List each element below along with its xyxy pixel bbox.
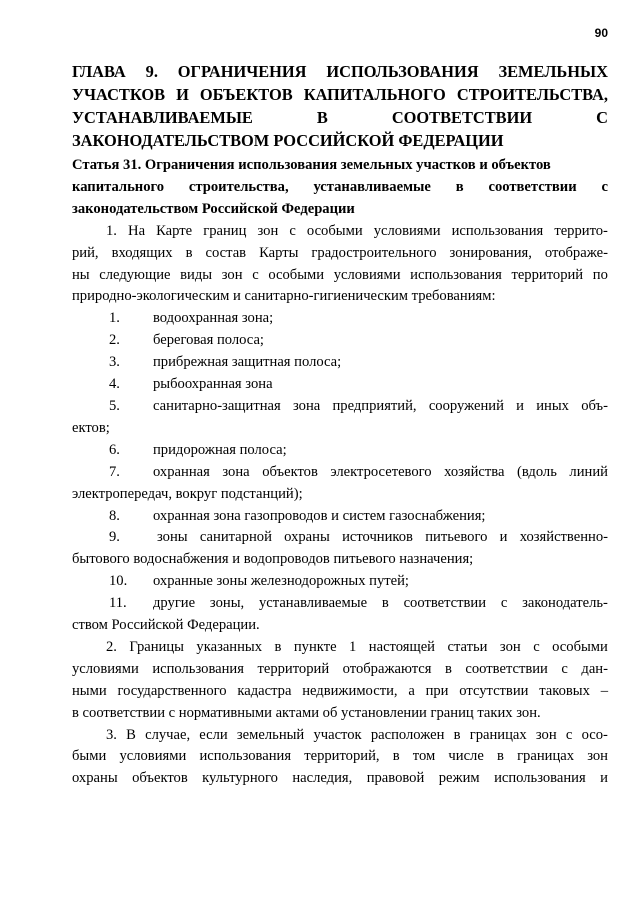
list-item-continuation: ектов;: [72, 419, 110, 436]
word: дан-: [581, 660, 608, 677]
paragraph-line: в соответствии с нормативными актами об установлении границ таких зон.: [72, 704, 541, 721]
list-item: [72, 396, 608, 418]
word: кадастра: [237, 682, 292, 699]
list-item: [72, 462, 608, 484]
word: УСТАНАВЛИВАЕМЫЕ: [72, 108, 253, 127]
word: земельный: [236, 726, 305, 743]
word: санитарной: [199, 529, 272, 546]
word: недвижимости,: [302, 682, 398, 699]
word: ОГРАНИЧЕНИЯ: [177, 62, 307, 81]
list-item-number: 1.: [109, 310, 120, 327]
word: отображаются: [342, 660, 432, 677]
word: соответствии: [465, 660, 548, 677]
paragraph-line: [72, 659, 608, 681]
list-item: [72, 527, 608, 549]
word: отображе-: [544, 244, 608, 261]
word: с: [561, 660, 568, 677]
word: ными: [72, 682, 107, 699]
word: особыми: [306, 222, 363, 239]
word: 1.: [106, 222, 117, 239]
word: виды: [180, 266, 213, 283]
word: На: [128, 222, 146, 239]
word: указанных: [196, 638, 263, 655]
word: государственного: [117, 682, 227, 699]
word: территорий: [257, 660, 330, 677]
word: УЧАСТКОВ: [72, 85, 166, 104]
list-item-text: охранная зона газопроводов и систем газоснабжения;: [153, 507, 486, 524]
word: устанавливаемые: [313, 178, 431, 195]
list-item-continuation: бытового водоснабжения и водопроводов питьевого назначения;: [72, 551, 474, 568]
word: и: [499, 529, 508, 546]
paragraph-line: [72, 221, 608, 243]
word: условиями: [119, 748, 187, 765]
word: настоящей: [368, 638, 435, 655]
list-item-text: [153, 462, 608, 484]
word: правовой: [366, 770, 425, 787]
word: зонирования,: [449, 244, 532, 261]
word: использования: [494, 770, 586, 787]
word: зон: [499, 638, 521, 655]
word: В: [316, 108, 328, 127]
word: в: [496, 748, 504, 765]
word: устанавливаемые: [258, 595, 368, 612]
word: Границы: [129, 638, 184, 655]
word: 3.: [106, 726, 117, 743]
chapter-heading-line: [72, 60, 608, 83]
list-item-number: 2.: [109, 332, 120, 349]
word: объектов: [132, 770, 188, 787]
article-heading-line: законодательством Российской Федерации: [72, 200, 355, 217]
word: зона: [222, 463, 250, 480]
word: террито-: [554, 222, 608, 239]
word: зон: [257, 222, 279, 239]
word: соответствии: [403, 595, 487, 612]
word: границах: [469, 726, 527, 743]
word: участок: [313, 726, 362, 743]
list-item: [72, 352, 608, 374]
list-item-text: охранные зоны железнодорожных путей;: [153, 573, 409, 590]
word: соответствии: [488, 178, 577, 195]
word: КАПИТАЛЬНОГО: [303, 85, 446, 104]
page-number: 90: [594, 26, 608, 40]
list-item-number: 8.: [109, 507, 120, 524]
word: градостроительного: [311, 244, 437, 261]
word: Карте: [156, 222, 193, 239]
list-item-text: придорожная полоса;: [153, 441, 287, 458]
word: наследия,: [292, 770, 353, 787]
word: статьи: [447, 638, 488, 655]
word: зон: [535, 726, 557, 743]
word: СТРОИТЕЛЬСТВА,: [456, 85, 608, 104]
list-item: [72, 308, 608, 330]
word: зон: [587, 748, 608, 765]
word: культурного: [202, 770, 278, 787]
word: питьевого: [425, 529, 488, 546]
word: особыми: [268, 266, 325, 283]
word: хозяйства: [444, 463, 505, 480]
word: рий,: [72, 244, 99, 261]
word: И: [176, 85, 189, 104]
word: с: [289, 222, 296, 239]
zone-list: [72, 308, 608, 637]
word: 1: [349, 638, 357, 655]
paragraph-line: природно-экологическим и санитарно-гигиеническим требованиям:: [72, 288, 496, 305]
chapter-heading-line: [72, 83, 608, 106]
word: 2.: [106, 638, 117, 655]
word: границ: [203, 222, 247, 239]
word: в: [455, 178, 464, 195]
article-body: [72, 155, 608, 790]
paragraph-line: [72, 637, 608, 659]
word: использования: [451, 222, 544, 239]
word: и: [600, 770, 608, 787]
word: зон: [221, 266, 243, 283]
word: следующие: [99, 266, 171, 283]
paragraph-line: [72, 725, 608, 747]
paragraph-line: [72, 746, 608, 768]
article-heading-line: Статья 31. Ограничения использования земельных участков и объектов: [72, 157, 551, 173]
list-item-number: 10.: [109, 573, 128, 590]
word: С: [596, 108, 608, 127]
list-item: [72, 571, 608, 593]
word: отсутствии: [459, 682, 529, 699]
chapter-heading-line: [72, 129, 608, 152]
word: осо-: [581, 726, 608, 743]
word: с: [533, 638, 540, 655]
word: при: [425, 682, 449, 699]
word: объектов: [262, 463, 318, 480]
paragraph-line: [72, 681, 608, 703]
chapter-heading: [72, 60, 608, 152]
word: охраны: [72, 770, 118, 787]
list-item-number: 9.: [109, 529, 120, 546]
word: состав: [205, 244, 247, 261]
word: капитального: [72, 178, 165, 195]
word: расположен: [370, 726, 445, 743]
list-item: [72, 506, 608, 528]
word: в: [381, 595, 389, 612]
word: числе: [448, 748, 484, 765]
list-item-text: рыбоохранная зона: [153, 376, 273, 393]
word: строительства,: [188, 178, 289, 195]
word: с: [252, 266, 259, 283]
word: условиями: [72, 660, 139, 677]
word: использования: [152, 660, 244, 677]
word: 9.: [145, 62, 158, 81]
word: охраны: [284, 529, 330, 546]
word: в: [392, 748, 400, 765]
list-item-number: 11.: [109, 595, 127, 612]
word: входящих: [111, 244, 173, 261]
word: электросетевого: [330, 463, 432, 480]
word: (вдоль: [517, 463, 557, 480]
word: с: [601, 178, 608, 195]
word: Карты: [259, 244, 299, 261]
word: а: [408, 682, 415, 699]
list-item-text: прибрежная защитная полоса;: [153, 354, 342, 371]
word: в: [444, 660, 452, 677]
list-item-text: водоохранная зона;: [153, 310, 274, 327]
word: в: [453, 726, 461, 743]
paragraph-line: [72, 243, 608, 265]
list-item: [72, 330, 608, 352]
word: ОБЪЕКТОВ: [199, 85, 293, 104]
word: с: [500, 595, 508, 612]
word: если: [199, 726, 228, 743]
list-item-text: [153, 396, 608, 418]
word: и: [516, 397, 524, 414]
list-item: [72, 440, 608, 462]
list-item-continuation: ством Российской Федерации.: [72, 617, 260, 634]
word: сооружений: [428, 397, 504, 414]
word: ны: [72, 266, 90, 283]
paragraph-1: [72, 221, 608, 309]
paragraph-line: [72, 768, 608, 790]
word: –: [600, 682, 608, 699]
word: особыми: [552, 638, 608, 655]
word: использования: [410, 266, 502, 283]
list-item-number: 6.: [109, 441, 120, 458]
word: таковых: [539, 682, 590, 699]
word: В: [126, 726, 136, 743]
word: хозяйственно-: [519, 529, 608, 546]
word: ИСПОЛЬЗОВАНИЯ: [326, 62, 479, 81]
word: в: [274, 638, 282, 655]
list-item: [72, 374, 608, 396]
paragraph-3: [72, 725, 608, 791]
word: ЗЕМЕЛЬНЫХ: [498, 62, 608, 81]
paragraph-line: [72, 265, 608, 287]
word: СООТВЕТСТВИИ: [391, 108, 533, 127]
word: условиями: [333, 266, 401, 283]
word: по: [592, 266, 608, 283]
word: с: [565, 726, 573, 743]
word: линий: [569, 463, 608, 480]
list-item-continuation: электропередач, вокруг подстанций);: [72, 485, 303, 502]
word: иных: [536, 397, 569, 414]
list-item-text: береговая полоса;: [153, 332, 264, 349]
list-item-text: [153, 527, 608, 549]
list-item-number: 7.: [109, 463, 120, 480]
word: условиями: [373, 222, 441, 239]
word: охранная: [153, 463, 210, 480]
word: санитарно-защитная: [153, 397, 281, 414]
word: зона: [292, 397, 321, 414]
list-item: [72, 593, 608, 615]
word: в: [185, 244, 193, 261]
word: использования: [199, 748, 292, 765]
word: границах: [517, 748, 575, 765]
word: режим: [438, 770, 480, 787]
word: зоны: [157, 529, 188, 546]
word: быми: [72, 748, 107, 765]
article-heading-line: [72, 177, 608, 199]
word: законодатель-: [522, 595, 608, 612]
word: ГЛАВА: [72, 62, 126, 81]
list-item-number: 5.: [109, 397, 120, 414]
list-item-number: 4.: [109, 376, 120, 393]
word: пункте: [293, 638, 337, 655]
article-heading: [72, 155, 608, 221]
word: источников: [342, 529, 413, 546]
word: другие: [153, 595, 196, 612]
list-item-number: 3.: [109, 354, 120, 371]
word: территорий: [511, 266, 584, 283]
word: объ-: [581, 397, 608, 414]
word: том: [412, 748, 436, 765]
word: предприятий,: [332, 397, 417, 414]
word: ЗАКОНОДАТЕЛЬСТВОМ РОССИЙСКОЙ ФЕДЕРАЦИИ: [72, 131, 504, 150]
chapter-heading-line: [72, 106, 608, 129]
paragraph-2: [72, 637, 608, 725]
word: случае,: [145, 726, 191, 743]
word: территорий,: [304, 748, 380, 765]
list-item-text: [153, 593, 608, 615]
word: зоны,: [209, 595, 245, 612]
